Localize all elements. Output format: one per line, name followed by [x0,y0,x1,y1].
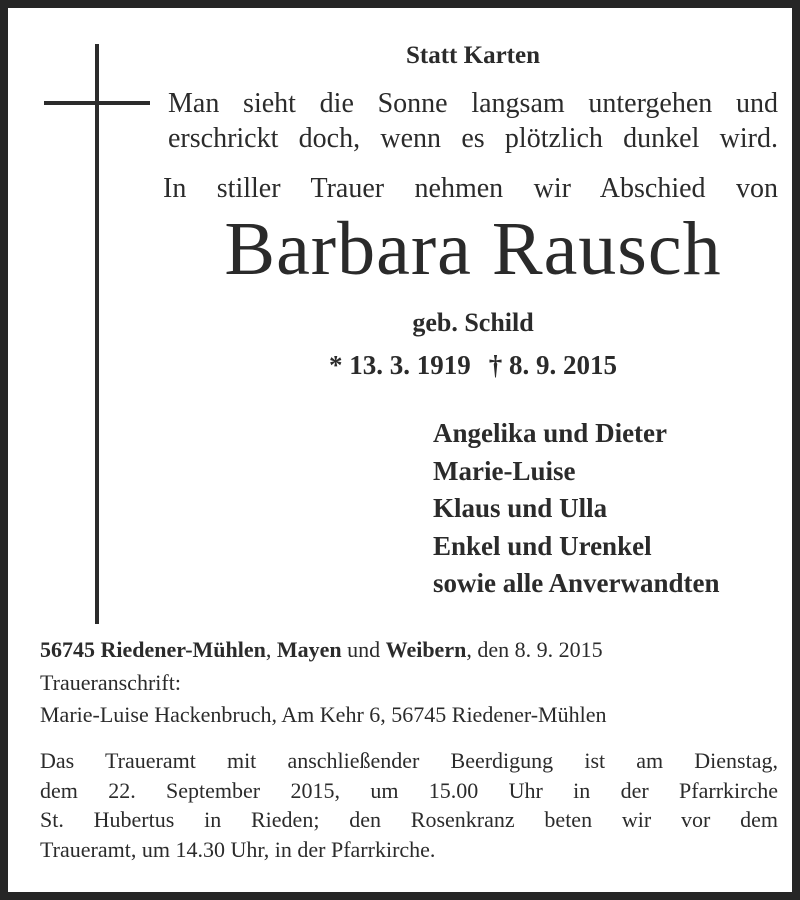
quote-line-2: erschrickt doch, wenn es plötzlich dunkel wird. [168,123,778,154]
place-conjunction: und [341,637,386,662]
mourners-list [433,415,720,603]
mourner: Enkel und Urenkel [433,530,652,561]
place-town-2: Mayen [276,637,342,662]
mourner: Angelika und Dieter [433,418,668,448]
life-dates [168,350,778,381]
service-info [40,746,778,864]
service-line: St. Hubertus in Rieden; den Rosenkranz beten wir vor dem [40,807,778,832]
mourner: Klaus und Ulla [433,493,608,523]
mourning-address: Marie-Luise Hackenbruch, Am Kehr 6, 56745 Riedener-Mühlen [40,702,607,727]
birth-date: * 13. 3. 1919 [329,350,471,380]
place-date: , den 8. 9. 2015 [466,637,603,662]
service-line: Traueramt, um 14.30 Uhr, in der Pfarrkirche. [40,836,436,862]
place-town-3: Weibern [385,637,467,662]
intro-text: In stiller Trauer nehmen wir Abschied von [163,173,778,204]
deceased-name: Barbara Rausch [224,207,722,291]
address-label: Traueranschrift: [40,670,181,695]
mourner: Marie-Luise [433,455,576,486]
service-line: Das Traueramt mit anschließender Beerdigung ist am Dienstag, [40,748,778,773]
service-line: dem 22. September 2015, um 15.00 Uhr in der Pfarrkirche [40,777,778,803]
notice-header: Statt Karten [406,42,540,69]
quote-line-1: Man sieht die Sonne langsam untergehen und [168,88,778,119]
cross-icon-bar [44,101,150,105]
mourner: sowie alle Anverwandten [433,568,720,598]
death-date: † 8. 9. 2015 [488,350,617,380]
birth-name: geb. Schild [412,308,534,337]
cross-icon [95,44,99,624]
place-zip-town: 56745 Riedener-Mühlen [40,637,266,662]
place-separator: , [265,637,277,662]
place-date-line [40,637,780,663]
